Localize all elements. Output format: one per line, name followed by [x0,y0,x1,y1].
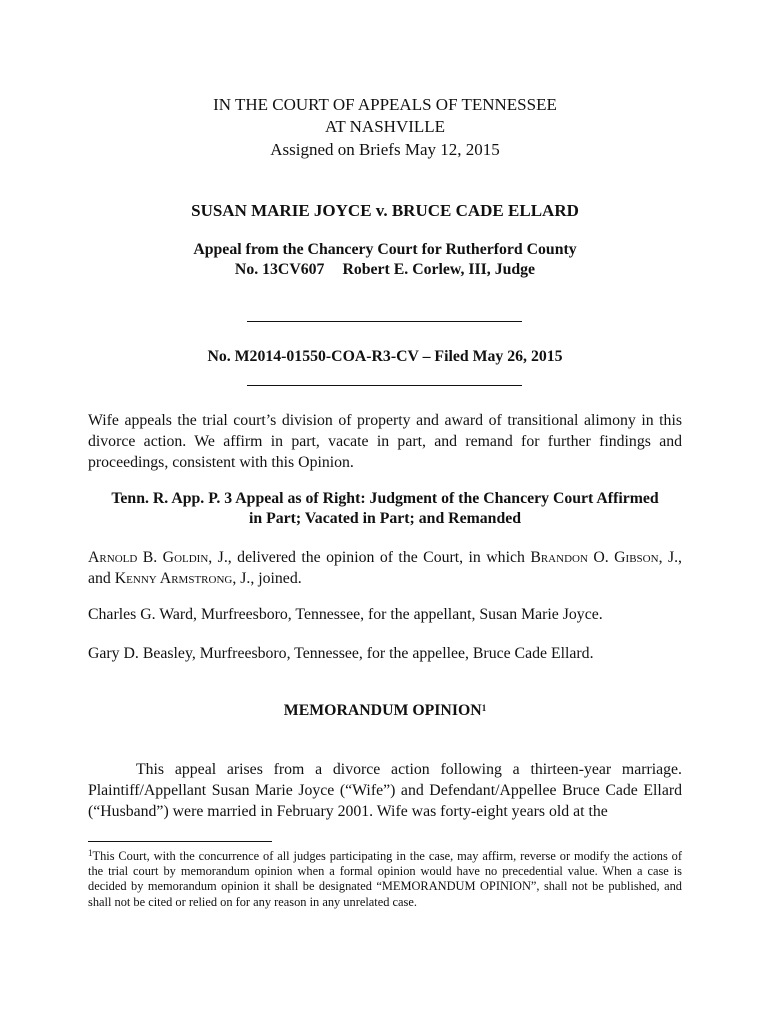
authorship-statement [88,547,682,589]
trial-number: No. 13CV607 [234,261,325,278]
counsel-appellant: Charles G. Ward, Murfreesboro, Tennessee, for the appellant, Susan Marie Joyce. [88,606,603,623]
court-name: IN THE COURT OF APPEALS OF TENNESSEE [213,95,557,114]
footnote-number: 1 [88,848,93,858]
appeal-from: Appeal from the Chancery Court for Rutherford County [193,241,577,258]
footnote-reference[interactable]: 1 [481,703,487,713]
case-summary: Wife appeals the trial court’s division of property and award of transitional alimony in this divorce action. We affirm in part, vacate in part, and remand for further findings and proceedings, consistent with this Opinion. [88,412,682,471]
author-name: Arnold B. Goldin [88,549,209,566]
disposition-line-2: in Part; Vacated in Part; and Remanded [248,510,522,527]
joined-judge-2: Kenny Armstrong [114,570,233,587]
authorship-text-2: , J., and [88,549,682,587]
docket-number: No. M2014-01550-COA-R3-CV – Filed May 26, 2015 [207,348,563,365]
divider-bottom [247,385,522,386]
footnote-text: This Court, with the concurrence of all judges participating in the case, may affirm, reverse or modify the actions of the trial court by memorandum opinion when a formal opinion would have no precedential value. When a case is decided by memorandum opinion it shall be designated “MEMORANDUM OPINION”, shall not be published, and shall not be cited or relied on for any reason in any unrelated case. [88,849,682,909]
counsel-appellee: Gary D. Beasley, Murfreesboro, Tennessee, for the appellee, Bruce Cade Ellard. [88,645,594,662]
opinion-body: This appeal arises from a divorce action following a thirteen-year marriage. Plaintiff/Appellant Susan Marie Joyce (“Wife”) and Defendant/Appellee Bruce Cade Ellard (“Husband”) were married in February 2001. Wife was forty-eight years old at the [88,761,682,820]
court-location: AT NASHVILLE [324,117,446,136]
footnote [88,849,682,910]
memorandum-heading [0,701,770,721]
authorship-text: , J., delivered the opinion of the Court, in which [208,549,531,566]
disposition-line-1: Tenn. R. App. P. 3 Appeal as of Right: Judgment of the Chancery Court Affirmed [111,490,659,507]
authorship-text-3: , J., joined. [232,570,302,587]
footnote-divider [88,841,272,842]
assigned-date: Assigned on Briefs May 12, 2015 [270,140,500,159]
memorandum-heading-text: MEMORANDUM OPINION [283,702,482,719]
case-title: SUSAN MARIE JOYCE v. BRUCE CADE ELLARD [191,201,579,220]
joined-judge-1: Brandon O. Gibson [530,549,659,566]
trial-judge: Robert E. Corlew, III, Judge [342,261,536,278]
trial-info [0,260,770,280]
divider-top [247,321,522,322]
